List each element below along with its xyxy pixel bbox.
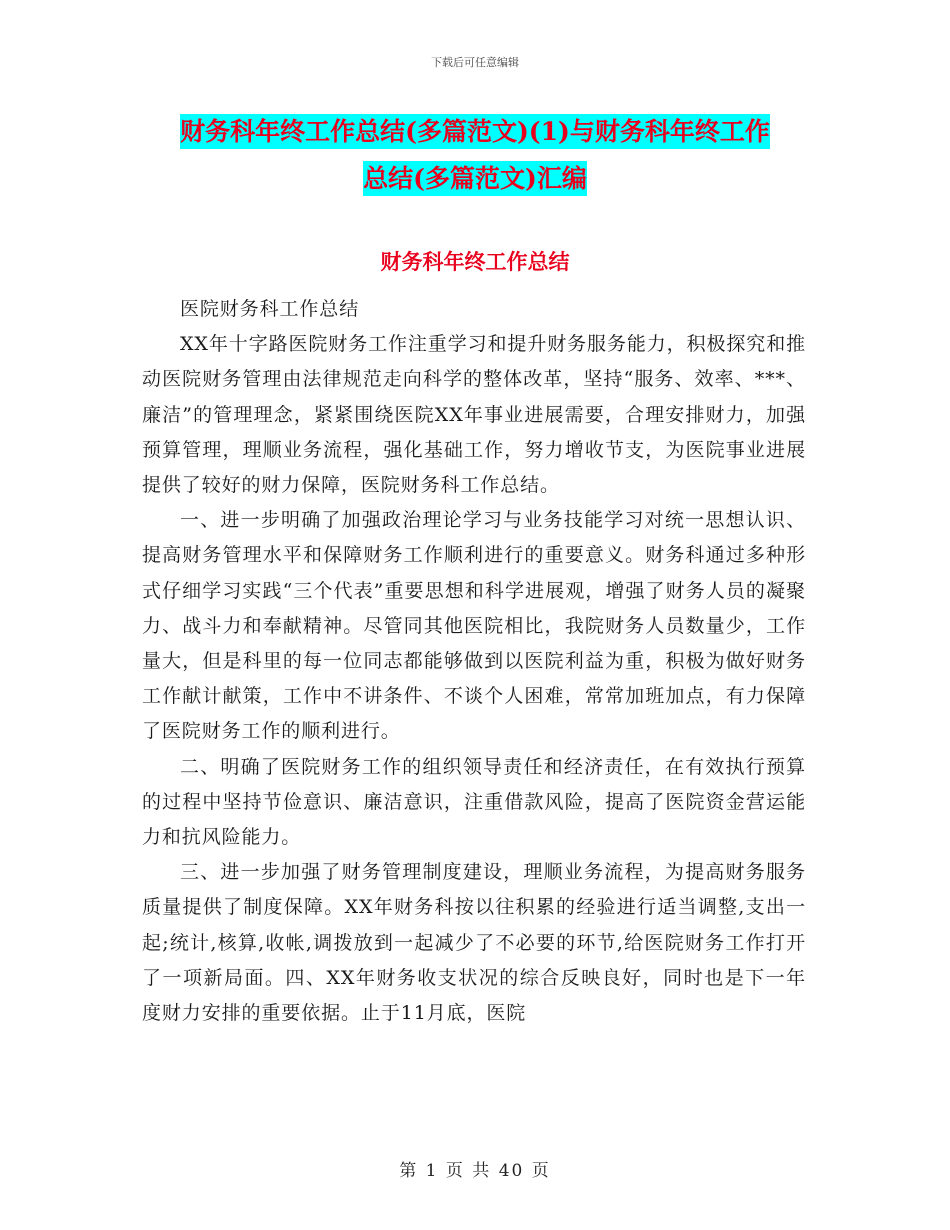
title-line-2: 总结(多篇范文)汇编 [363,161,587,196]
document-title [140,108,810,202]
paragraph-item-2: 二、明确了医院财务工作的组织领导责任和经济责任，在有效执行预算的过程中坚持节俭意识、廉洁意识，注重借款风险，提高了医院资金营运能力和抗风险能力。 [142,755,806,849]
title-line-1: 财务科年终工作总结(多篇范文)(1)与财务科年终工作 [180,114,770,149]
paragraph-heading: 医院财务科工作总结 [180,298,360,320]
page-number: 第 1 页 共 40 页 [399,1161,551,1181]
document-body [142,292,806,1031]
section-title: 财务科年终工作总结 [380,249,570,274]
header-note: 下载后可任意编辑 [431,56,519,69]
paragraph-item-3: 三、进一步加强了财务管理制度建设，理顺业务流程，为提高财务服务质量提供了制度保障。XX年财务科按以往积累的经验进行适当调整,支出一起;统计,核算,收帐,调拨放到一起减少了不必要的环节,给医院财务工作打开了一项新局面。四、XX年财务收支状况的综合反映良好，同时也是下一年度财力安排的重要依据。止于11月底，医院 [142,861,806,1025]
paragraph-intro: XX年十字路医院财务工作注重学习和提升财务服务能力，积极探究和推动医院财务管理由法律规范走向科学的整体改革，坚持“服务、效率、***、廉洁”的管理理念，紧紧围绕医院XX年事业进展需要，合理安排财力，加强预算管理，理顺业务流程，强化基础工作，努力增收节支，为医院事业进展提供了较好的财力保障，医院财务科工作总结。 [142,333,806,497]
paragraph-item-1: 一、进一步明确了加强政治理论学习与业务技能学习对统一思想认识、提高财务管理水平和保障财务工作顺利进行的重要意义。财务科通过多种形式仔细学习实践“三个代表”重要思想和科学进展观，增强了财务人员的凝聚力、战斗力和奉献精神。尽管同其他医院相比，我院财务人员数量少，工作量大，但是科里的每一位同志都能够做到以医院利益为重，积极为做好财务工作献计献策，工作中不讲条件、不谈个人困难，常常加班加点，有力保障了医院财务工作的顺利进行。 [142,509,806,743]
